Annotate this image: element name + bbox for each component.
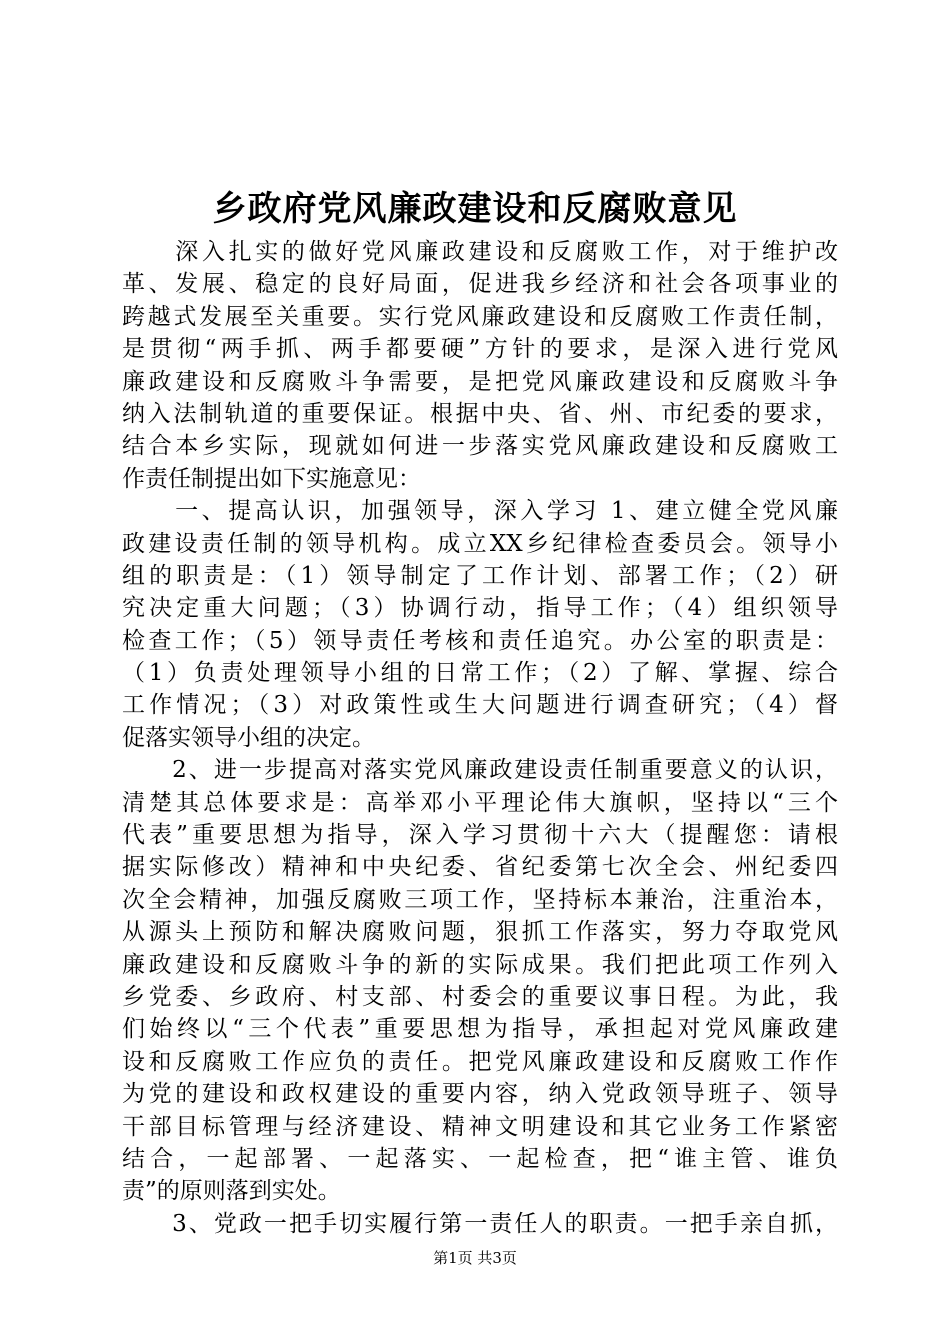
page-footer: 第1页 共3页 xyxy=(433,1249,517,1267)
body-line: 代表”重要思想为指导，深入学习贯彻十六大（提醒您：请根 xyxy=(122,822,838,849)
body-line: 们始终以“三个代表”重要思想为指导，承担起对党风廉政建 xyxy=(122,1016,838,1043)
body-line: 责”的原则落到实处。 xyxy=(122,1178,341,1205)
body-line: 是贯彻“两手抓、两手都要硬”方针的要求，是深入进行党风 xyxy=(122,336,838,363)
body-line: 革、发展、稳定的良好局面，促进我乡经济和社会各项事业的 xyxy=(122,271,838,298)
body-line: 廉政建设和反腐败斗争需要，是把党风廉政建设和反腐败斗争 xyxy=(122,368,838,395)
body-line: 清楚其总体要求是：高举邓小平理论伟大旗帜，坚持以“三个 xyxy=(122,789,838,816)
document-body xyxy=(122,236,838,1240)
body-line: 次全会精神，加强反腐败三项工作，坚持标本兼治，注重治本， xyxy=(122,886,838,913)
body-line: 干部目标管理与经济建设、精神文明建设和其它业务工作紧密 xyxy=(122,1113,838,1140)
body-line: 3、党政一把手切实履行第一责任人的职责。一把手亲自抓， xyxy=(122,1210,838,1237)
body-line: 乡党委、乡政府、村支部、村委会的重要议事日程。为此，我 xyxy=(122,983,838,1010)
body-line: 为党的建设和政权建设的重要内容，纳入党政领导班子、领导 xyxy=(122,1081,838,1108)
body-line: 结合本乡实际，现就如何进一步落实党风廉政建设和反腐败工 xyxy=(122,433,838,460)
body-line: 结合，一起部署、一起落实、一起检查，把“谁主管、谁负 xyxy=(122,1145,838,1172)
body-line: 组的职责是：（1）领导制定了工作计划、部署工作；（2）研 xyxy=(122,562,838,589)
body-line: 跨越式发展至关重要。实行党风廉政建设和反腐败工作责任制， xyxy=(122,303,838,330)
body-line: 检查工作；（5）领导责任考核和责任追究。办公室的职责是： xyxy=(122,627,838,654)
body-line: 作责任制提出如下实施意见： xyxy=(122,465,421,492)
body-line: 纳入法制轨道的重要保证。根据中央、省、州、市纪委的要求， xyxy=(122,400,838,427)
body-line: 政建设责任制的领导机构。成立XX乡纪律检查委员会。领导小 xyxy=(122,530,838,557)
body-line: 廉政建设和反腐败斗争的新的实际成果。我们把此项工作列入 xyxy=(122,951,838,978)
body-line: 促落实领导小组的决定。 xyxy=(122,724,375,751)
body-line: （1）负责处理领导小组的日常工作；（2）了解、掌握、综合 xyxy=(122,660,838,687)
body-line: 据实际修改）精神和中央纪委、省纪委第七次全会、州纪委四 xyxy=(122,854,838,881)
body-line: 深入扎实的做好党风廉政建设和反腐败工作，对于维护改 xyxy=(122,239,838,265)
body-line: 从源头上预防和解决腐败问题，狠抓工作落实，努力夺取党风 xyxy=(122,919,838,946)
body-line: 一、提高认识，加强领导，深入学习 1、建立健全党风廉 xyxy=(122,498,838,525)
body-line: 工作情况；（3）对政策性或生大问题进行调查研究；（4）督 xyxy=(122,692,838,719)
document-title: 乡政府党风廉政建设和反腐败意见 xyxy=(212,189,738,229)
body-line: 究决定重大问题；（3）协调行动，指导工作；（4）组织领导 xyxy=(122,595,838,622)
body-line: 2、进一步提高对落实党风廉政建设责任制重要意义的认识， xyxy=(122,757,838,784)
body-line: 设和反腐败工作应负的责任。把党风廉政建设和反腐败工作作 xyxy=(122,1048,838,1075)
